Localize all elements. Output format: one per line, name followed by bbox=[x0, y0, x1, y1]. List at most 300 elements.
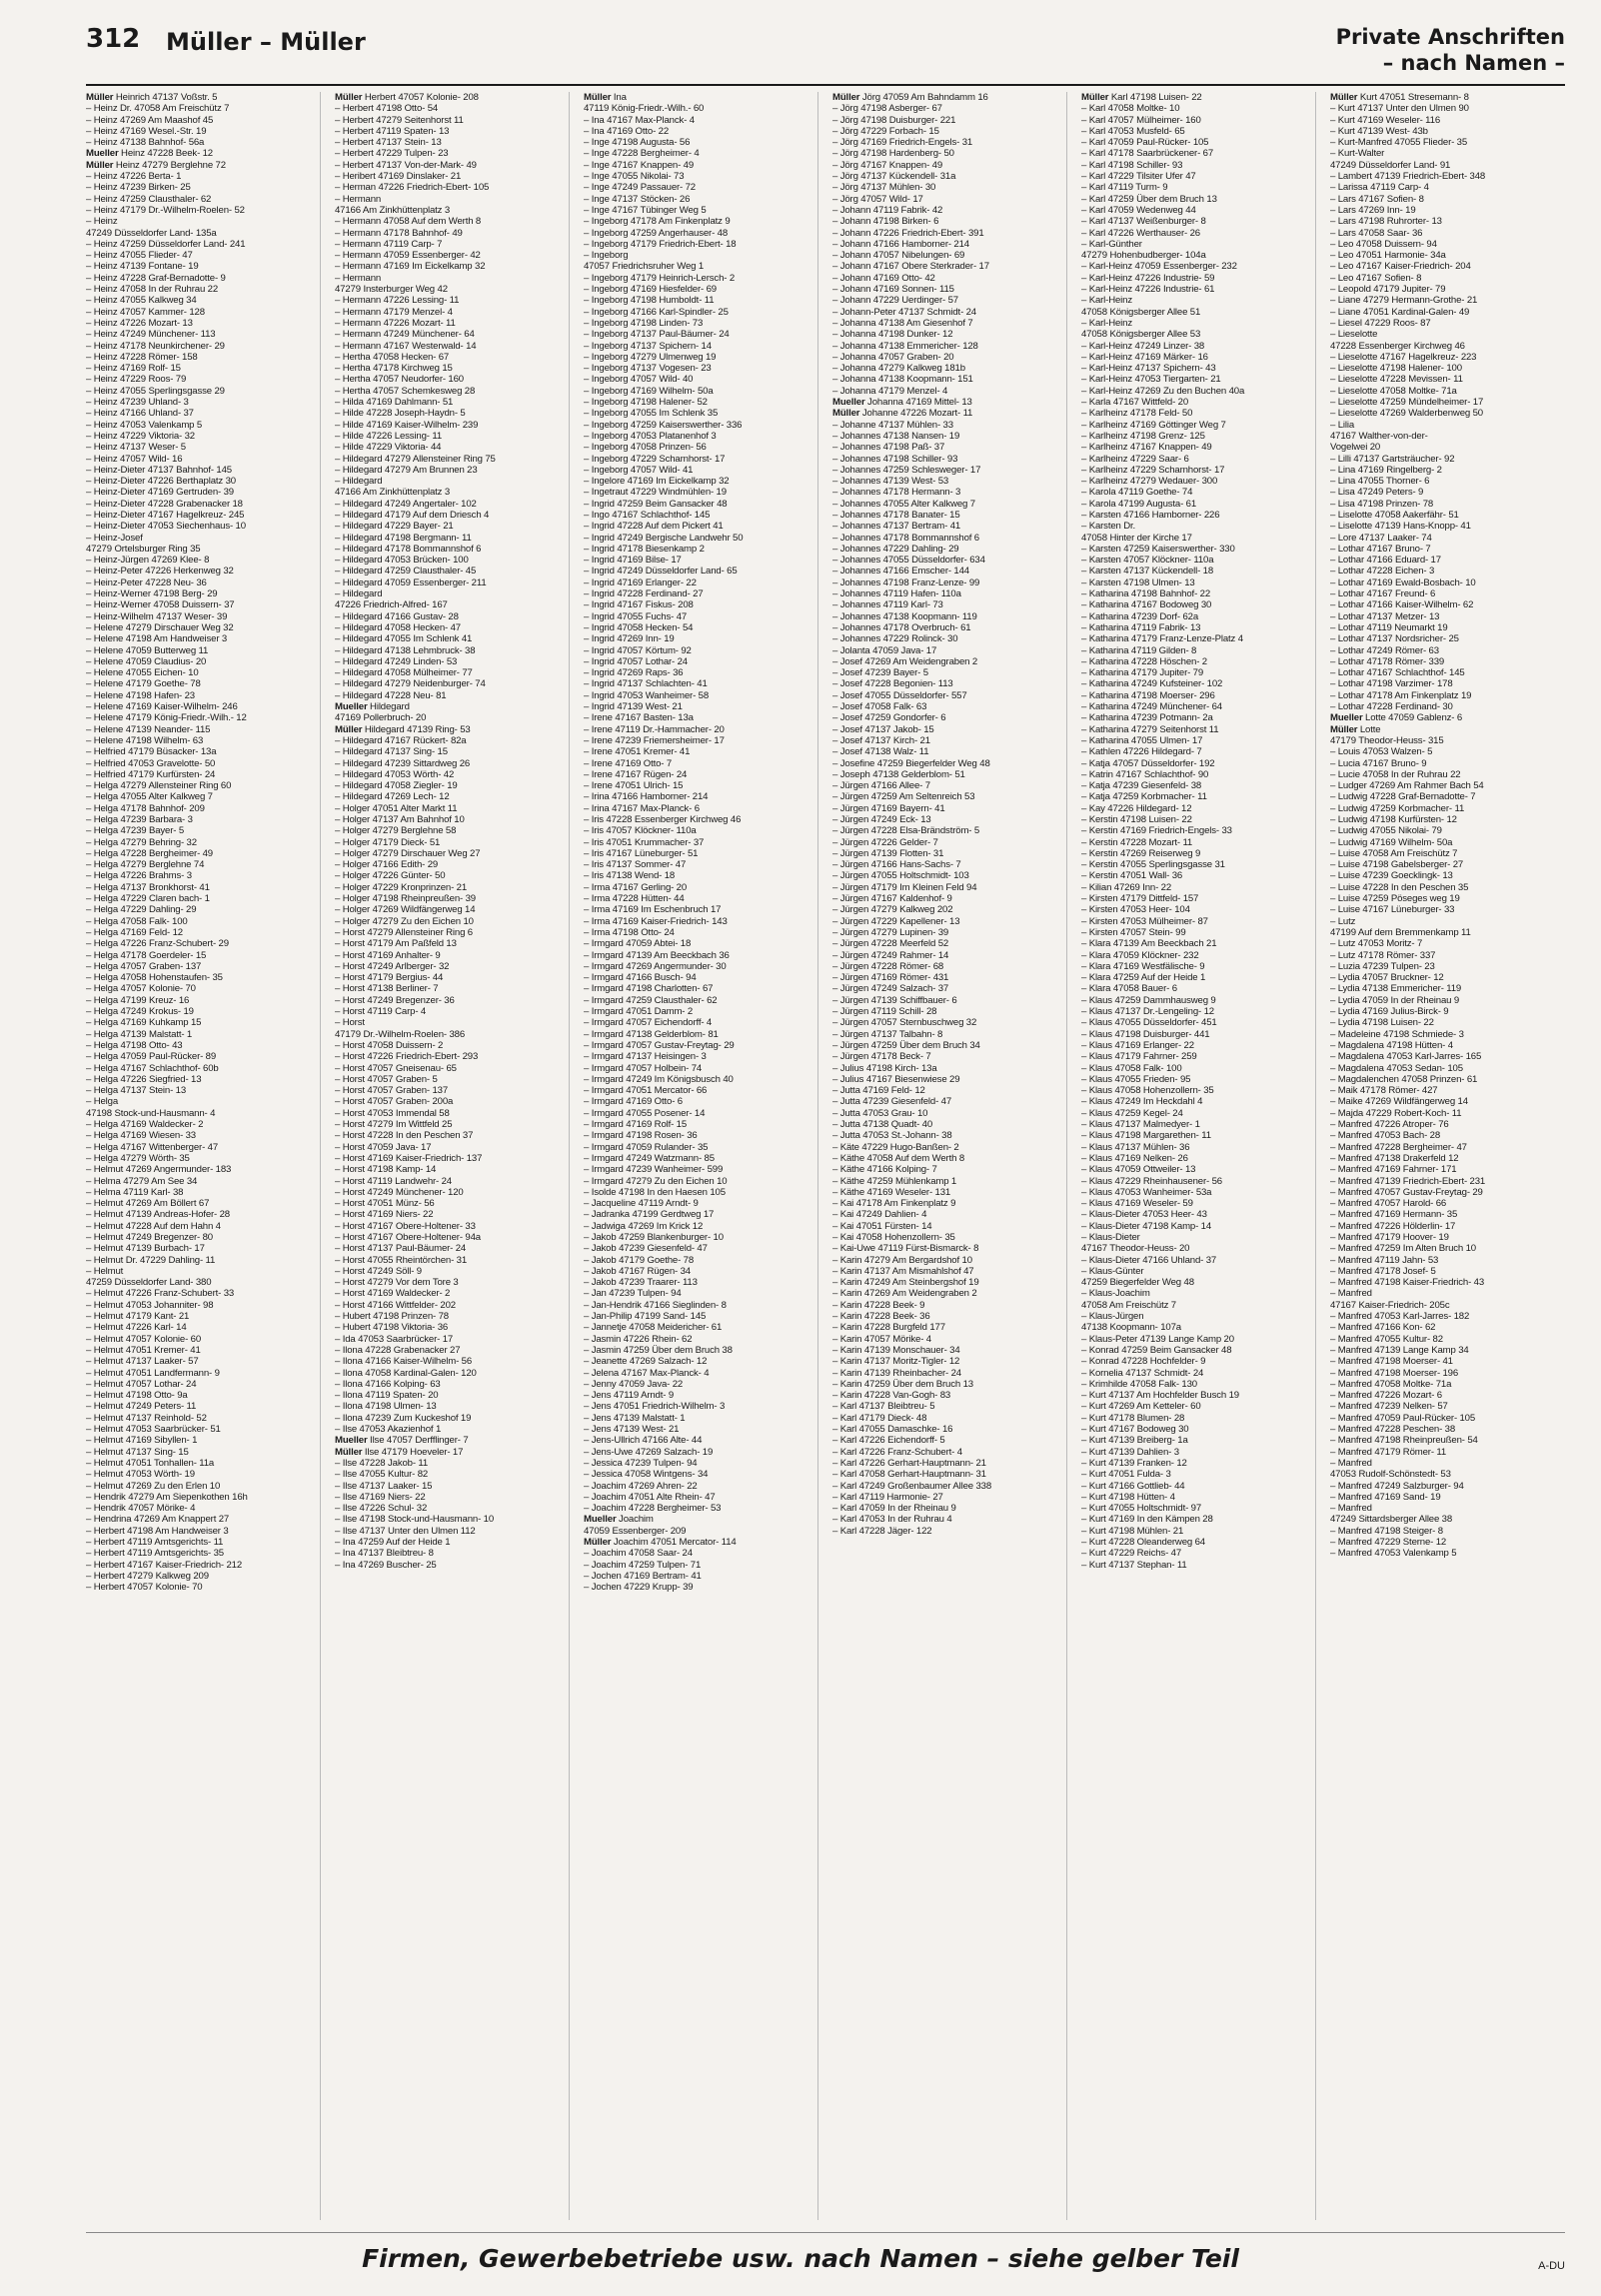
listing-entry: – Kay 47226 Hildegard- 12 bbox=[1081, 802, 1192, 814]
listing-entry: – Inge 47137 Stöcken- 26 bbox=[584, 193, 691, 205]
listing-entry: – Kathlen 47226 Hildegard- 7 bbox=[1081, 746, 1202, 758]
listing-entry: – Joachim 47058 Saar- 24 bbox=[584, 1548, 693, 1560]
listing-entry: – Horst 47169 Anhalter- 9 bbox=[335, 949, 441, 961]
listing-entry: – Joachim 47259 Tulpen- 71 bbox=[584, 1559, 702, 1571]
listing-entry: – Manfred 47178 Josef- 5 bbox=[1330, 1265, 1436, 1277]
listing-entry: – Karsten 47259 Kaiserswerther- 330 bbox=[1081, 543, 1235, 555]
listing-entry: – Karl-Heinz 47059 Essenberger- 232 bbox=[1081, 261, 1237, 273]
listing-entry: – Klaus 47058 Hohenzollern- 35 bbox=[1081, 1085, 1214, 1097]
listing-entry: – Jürgen 47229 Kapellener- 13 bbox=[832, 915, 960, 927]
listing-entry: – Helga 47169 Waldecker- 2 bbox=[86, 1119, 204, 1131]
listing-entry: – Jörg 47137 Mühlen- 30 bbox=[832, 182, 936, 194]
listing-entry: – Luise 47058 Am Freischütz 7 bbox=[1330, 847, 1458, 859]
listing-entry: – Helmut Dr. 47229 Dahling- 11 bbox=[86, 1254, 216, 1266]
listing-entry: – Kurt 47198 Hütten- 4 bbox=[1081, 1491, 1175, 1503]
listing-entry: – Manfred 47138 Drakerfeld 12 bbox=[1330, 1152, 1459, 1164]
listing-entry: – Heinz 47259 Düsseldorfer Land- 241 bbox=[86, 238, 246, 250]
listing-entry: 47259 Biegerfelder Weg 48 bbox=[1081, 1277, 1194, 1289]
listing-entry: – Jürgen 47137 Talbahn- 8 bbox=[832, 1028, 943, 1040]
listing-entry: – Kurt 47229 Reichs- 47 bbox=[1081, 1548, 1182, 1560]
listing-entry: Müller Jörg 47059 Am Bahndamm 16 bbox=[832, 92, 988, 103]
listing-entry: 47226 Friedrich-Alfred- 167 bbox=[335, 599, 448, 611]
listing-entry: – Krimhilde 47058 Falk- 130 bbox=[1081, 1378, 1197, 1390]
listing-entry: – Karin 47057 Mörike- 4 bbox=[832, 1333, 931, 1345]
listing-entry: – Lucia 47167 Bruno- 9 bbox=[1330, 757, 1427, 769]
listing-entry: – Ingeborg 47198 Halener- 52 bbox=[584, 397, 708, 409]
listing-entry: – Ilse 47198 Stock-und-Hausmann- 10 bbox=[335, 1514, 495, 1526]
listing-entry: – Ingeborg 47259 Angerhauser- 48 bbox=[584, 227, 729, 239]
listing-entry: – Irmgard 47057 Gustav-Freytag- 29 bbox=[584, 1039, 735, 1051]
listing-entry: – Irmgard 47055 Posener- 14 bbox=[584, 1107, 706, 1119]
listing-entry: – Leo 47167 Sofien- 8 bbox=[1330, 272, 1422, 284]
listing-entry: – Irmgard 47259 Clausthaler- 62 bbox=[584, 994, 718, 1006]
listing-entry: – Helfried 47053 Gravelotte- 50 bbox=[86, 757, 216, 769]
listing-entry: – Inge 47167 Knappen- 49 bbox=[584, 159, 695, 171]
listing-entry: – Irmgard 47169 Otto- 6 bbox=[584, 1096, 683, 1108]
listing-entry: – Heinz 47228 Römer- 158 bbox=[86, 351, 198, 363]
listing-entry: – Heinz 47169 Rolf- 15 bbox=[86, 363, 181, 375]
listing-entry: – Ingeborg 47229 Scharnhorst- 17 bbox=[584, 453, 726, 465]
listing-entry: – Helma 47119 Karl- 38 bbox=[86, 1186, 184, 1198]
listing-entry: – Heinz-Dieter 47053 Siechenhaus- 10 bbox=[86, 521, 246, 533]
listing-entry: – Jelena 47167 Max-Planck- 4 bbox=[584, 1367, 710, 1379]
listing-entry: – Hubert 47198 Viktoria- 36 bbox=[335, 1322, 449, 1334]
listing-entry: – Klaus-Günter bbox=[1081, 1265, 1144, 1277]
listing-entry: – Helga 47167 Wittenberger- 47 bbox=[86, 1141, 219, 1153]
listing-entry: – Kurt 47139 West- 43b bbox=[1330, 125, 1428, 137]
listing-entry: – Lothar 47178 Römer- 339 bbox=[1330, 655, 1445, 667]
listing-entry: – Irene 47167 Rügen- 24 bbox=[584, 768, 688, 780]
listing-entry: – Ingeborg 47259 Kaiserswerther- 336 bbox=[584, 419, 743, 431]
listing-entry: – Kerstin 47051 Wall- 36 bbox=[1081, 870, 1183, 882]
listing-entry: Müller Lotte bbox=[1330, 723, 1381, 735]
listing-entry: – Karl 47226 Gerhart-Hauptmann- 21 bbox=[832, 1457, 986, 1469]
listing-entry: – Karlheinz 47229 Saar- 6 bbox=[1081, 453, 1189, 465]
listing-entry: – Lina 47169 Ringelberg- 2 bbox=[1330, 464, 1442, 476]
listing-entry: – Lothar 47166 Eduard- 17 bbox=[1330, 555, 1441, 567]
listing-entry: – Irmgard 47137 Heisingen- 3 bbox=[584, 1051, 707, 1063]
listing-entry: – Manfred 47055 Kultur- 82 bbox=[1330, 1333, 1443, 1345]
listing-entry: – Liselotte 47058 Aakerfähr- 51 bbox=[1330, 509, 1459, 521]
listing-entry: – Manfred bbox=[1330, 1457, 1372, 1469]
footer-divider bbox=[86, 2232, 1565, 2233]
listing-entry: – Jens 47119 Arndt- 9 bbox=[584, 1390, 675, 1402]
listing-entry: – Helmut 47137 Sing- 15 bbox=[86, 1446, 189, 1458]
listing-entry: – Klaus 47198 Duisburger- 441 bbox=[1081, 1028, 1210, 1040]
listing-entry: – Klaus-Jürgen bbox=[1081, 1311, 1144, 1323]
listing-entry: – Helene 47169 Kaiser-Wilhelm- 246 bbox=[86, 701, 238, 713]
listing-entry: – Helga 47178 Bahnhof- 209 bbox=[86, 802, 205, 814]
listing-entry: – Hilda 47169 Dahlmann- 51 bbox=[335, 397, 454, 409]
listing-entry: – Jürgen 47228 Elsa-Brändström- 5 bbox=[832, 825, 980, 837]
listing-entry: – Ingrid 47169 Bilse- 17 bbox=[584, 555, 682, 567]
listing-entry: – Helga 47226 Siegfried- 13 bbox=[86, 1073, 202, 1085]
listing-entry: – Jürgen 47166 Hans-Sachs- 7 bbox=[832, 859, 961, 871]
listing-entry: – Karin 47139 Monschauer- 34 bbox=[832, 1344, 960, 1356]
listing-entry: – Manfred 47119 Jahn- 53 bbox=[1330, 1254, 1439, 1266]
listing-entry: – Manfred 47198 Rheinpreußen- 54 bbox=[1330, 1435, 1478, 1447]
listing-entry: – Helmut 47249 Peters- 11 bbox=[86, 1401, 197, 1413]
listing-entry: – Ilona 47166 Kolping- 63 bbox=[335, 1378, 441, 1390]
listing-entry: – Heinz 47055 Flieder- 47 bbox=[86, 250, 193, 262]
listing-entry: – Helene 47055 Eichen- 10 bbox=[86, 667, 199, 679]
listing-entry: 47179 Dr.-Wilhelm-Roelen- 386 bbox=[335, 1028, 466, 1040]
listing-entry: – Helmut 47269 Am Böllert 67 bbox=[86, 1198, 210, 1210]
listing-entry: – Herbert 47279 Kalkweg 209 bbox=[86, 1570, 209, 1582]
listing-entry: – Kirsten 47053 Mülheimer- 87 bbox=[1081, 915, 1208, 927]
listing-entry: – Manfred 47226 Atroper- 76 bbox=[1330, 1119, 1449, 1131]
listing-entry: – Heinz Dr. 47058 Am Freischütz 7 bbox=[86, 103, 230, 115]
listing-entry: – Hildegard 47249 Linden- 53 bbox=[335, 655, 458, 667]
listing-entry: – Jutta 47239 Giesenfeld- 47 bbox=[832, 1096, 952, 1108]
listing-entry: – Helga 47226 Brahms- 3 bbox=[86, 870, 192, 882]
listing-entry: – Hildegard 47058 Ziegler- 19 bbox=[335, 780, 458, 792]
listing-entry: – Helga 47249 Krokus- 19 bbox=[86, 1006, 194, 1018]
listing-entry: – Helene 47179 Goethe- 78 bbox=[86, 678, 201, 690]
listing-entry: – Karl-Günther bbox=[1081, 238, 1142, 250]
listing-entry: – Irmgard 47269 Angermunder- 30 bbox=[584, 960, 727, 972]
listing-entry: – Inge 47167 Tübinger Weg 5 bbox=[584, 204, 707, 216]
listing-entry: – Jenny 47059 Java- 22 bbox=[584, 1378, 684, 1390]
listing-entry: – Julius 47198 Kirch- 13a bbox=[832, 1062, 937, 1074]
listing-entry: – Kerstin 47169 Friedrich-Engels- 33 bbox=[1081, 825, 1232, 837]
listing-entry: – Manfred 47053 Bach- 28 bbox=[1330, 1130, 1441, 1142]
listing-entry: – Jürgen 47228 Römer- 68 bbox=[832, 960, 944, 972]
listing-entry: – Heinz-Dieter 47137 Bahnhof- 145 bbox=[86, 464, 232, 476]
listing-entry: – Karl-Heinz 47137 Spichern- 43 bbox=[1081, 363, 1216, 375]
listing-entry: – Kurt 47051 Fulda- 3 bbox=[1081, 1469, 1171, 1481]
listing-entry: – Helene 47279 Dirschauer Weg 32 bbox=[86, 621, 234, 633]
listing-entry: – Kurt 47228 Oleanderweg 64 bbox=[1081, 1537, 1205, 1548]
listing-entry: Mueller Heinz 47228 Beek- 12 bbox=[86, 148, 213, 160]
listing-entry: 47259 Düsseldorfer Land- 380 bbox=[86, 1277, 212, 1289]
listing-entry: – Jörg 47198 Hardenberg- 50 bbox=[832, 148, 954, 160]
listing-entry: – Kai 47178 Am Finkenplatz 9 bbox=[832, 1198, 956, 1210]
listing-entry: – Ingrid 47058 Hecken- 54 bbox=[584, 621, 694, 633]
listing-entry: – Horst 47249 Münchener- 120 bbox=[335, 1186, 464, 1198]
listing-entry: – Ina 47269 Buscher- 25 bbox=[335, 1559, 437, 1571]
listing-entry: – Jürgen 47226 Gelder- 7 bbox=[832, 836, 938, 848]
listing-entry: – Julius 47167 Biesenwiese 29 bbox=[832, 1073, 960, 1085]
listing-entry: – Kerstin 47228 Mozart- 11 bbox=[1081, 836, 1193, 848]
listing-entry: – Karin 47249 Am Steinbergshof 19 bbox=[832, 1277, 979, 1289]
listing-entry: – Hermann 47226 Lessing- 11 bbox=[335, 295, 460, 307]
listing-entry: – Luise 47259 Pöseges weg 19 bbox=[1330, 893, 1460, 905]
listing-entry: – Karin 47228 Burgfeld 177 bbox=[832, 1322, 945, 1334]
listing-entry: – Irene 47169 Otto- 7 bbox=[584, 757, 673, 769]
listing-entry: – Karin 47259 Über dem Bruch 13 bbox=[832, 1378, 973, 1390]
listing-entry: – Heinz 47179 Dr.-Wilhelm-Roelen- 52 bbox=[86, 204, 245, 216]
listing-entry: – Lieselotte 47228 Mevissen- 11 bbox=[1330, 374, 1463, 386]
listing-entry: – Kurt 47167 Bodoweg 30 bbox=[1081, 1424, 1189, 1436]
listing-entry: – Johannes 47137 Bertram- 41 bbox=[832, 521, 961, 533]
listing-entry: – Josef 47228 Begonien- 113 bbox=[832, 678, 953, 690]
listing-column-6 bbox=[1330, 92, 1565, 2220]
listing-entry: – Helga 47169 Feld- 12 bbox=[86, 926, 183, 938]
listing-entry: – Jakob 47167 Rügen- 34 bbox=[584, 1265, 691, 1277]
listing-entry: – Johannes 47198 Schiller- 93 bbox=[832, 453, 958, 465]
listing-entry: – Helga 47178 Goerdeler- 15 bbox=[86, 949, 207, 961]
listing-entry: – Hermann 47179 Menzel- 4 bbox=[335, 306, 453, 318]
listing-entry: – Karl-Heinz bbox=[1081, 317, 1132, 329]
listing-entry: – Johann 47229 Uerdinger- 57 bbox=[832, 295, 958, 307]
listing-entry: – Irina 47166 Hamborner- 214 bbox=[584, 791, 709, 803]
listing-entry: – Johanna 47198 Dunker- 12 bbox=[832, 329, 953, 341]
listing-entry: – Horst 47057 Graben- 137 bbox=[335, 1085, 449, 1097]
listing-entry: – Helmut 47057 Lothar- 24 bbox=[86, 1378, 197, 1390]
listing-entry: – Lisa 47249 Peters- 9 bbox=[1330, 487, 1424, 499]
listing-entry: – Ingeborg 47137 Spichern- 14 bbox=[584, 340, 712, 352]
listing-entry: – Josef 47137 Kirch- 21 bbox=[832, 734, 930, 746]
listing-entry: – Lydia 47138 Emmericher- 119 bbox=[1330, 983, 1462, 995]
listing-entry: Vogelwei 20 bbox=[1330, 442, 1381, 454]
listing-entry: – Ilona 47239 Zum Kuckeshof 19 bbox=[335, 1412, 472, 1424]
listing-entry: – Helmut 47057 Kolonie- 60 bbox=[86, 1333, 202, 1345]
listing-entry: – Lothar 47228 Ferdinand- 30 bbox=[1330, 701, 1453, 713]
listing-entry: – Holger 47179 Dieck- 51 bbox=[335, 836, 441, 848]
listing-entry: – Helmut 47226 Franz-Schubert- 33 bbox=[86, 1288, 235, 1300]
listing-entry: – Lutz 47178 Römer- 337 bbox=[1330, 949, 1436, 961]
listing-entry: – Jacqueline 47119 Arndt- 9 bbox=[584, 1198, 699, 1210]
listing-entry: – Johann 47166 Hamborner- 214 bbox=[832, 238, 969, 250]
listing-entry: – Jens 47139 Malstatt- 1 bbox=[584, 1412, 686, 1424]
listing-entry: 47249 Düsseldorfer Land- 135a bbox=[86, 227, 217, 239]
listing-entry: – Lieselotte 47167 Hagelkreuz- 223 bbox=[1330, 351, 1477, 363]
listing-entry: – Klaus 47055 Frieden- 95 bbox=[1081, 1073, 1191, 1085]
listing-entry: – Ingeborg 47137 Vogesen- 23 bbox=[584, 363, 712, 375]
listing-entry: – Kai 47058 Hohenzollern- 35 bbox=[832, 1231, 955, 1243]
listing-entry: – Karl 47059 In der Rheinau 9 bbox=[832, 1503, 956, 1515]
listing-entry: – Helga 47198 Otto- 43 bbox=[86, 1039, 183, 1051]
listing-entry: – Karsten 47057 Klöckner- 110a bbox=[1081, 555, 1214, 567]
listing-entry: – Klaus-Peter 47139 Lange Kamp 20 bbox=[1081, 1333, 1234, 1345]
listing-entry: – Karlheinz 47178 Feld- 50 bbox=[1081, 408, 1193, 420]
listing-entry: – Jürgen 47279 Kalkweg 202 bbox=[832, 904, 953, 916]
listing-entry: – Horst 47119 Carp- 4 bbox=[335, 1006, 427, 1018]
listing-entry: – Jakob 47259 Blankenburger- 10 bbox=[584, 1231, 724, 1243]
listing-entry: – Irma 47167 Gerling- 20 bbox=[584, 881, 688, 893]
listing-entry: – Helmut 47269 Zu den Erlen 10 bbox=[86, 1480, 221, 1492]
listing-entry: – Jörg 47229 Forbach- 15 bbox=[832, 125, 939, 137]
listing-entry: Müller Herbert 47057 Kolonie- 208 bbox=[335, 92, 479, 103]
listing-entry: – Helga 47058 Hohenstaufen- 35 bbox=[86, 972, 223, 984]
listing-entry: – Holger 47051 Alter Markt 11 bbox=[335, 802, 458, 814]
listing-entry: – Magdalenchen 47058 Prinzen- 61 bbox=[1330, 1073, 1478, 1085]
listing-entry: – Kerstin 47198 Luisen- 22 bbox=[1081, 814, 1192, 825]
listing-entry: – Helene 47198 Hafen- 23 bbox=[86, 689, 195, 701]
listing-entry: – Klaus 47198 Margarethen- 11 bbox=[1081, 1130, 1211, 1142]
listing-entry: – Helga 47239 Barbara- 3 bbox=[86, 814, 193, 825]
listing-entry: – Ilse 47137 Laaker- 15 bbox=[335, 1480, 433, 1492]
listing-entry: – Helmut 47198 Otto- 9a bbox=[86, 1390, 188, 1402]
listing-entry: – Helene 47059 Butterweg 11 bbox=[86, 644, 209, 656]
listing-entry: – Lothar 47167 Bruno- 7 bbox=[1330, 543, 1431, 555]
listing-entry: – Jürgen 47249 Eck- 13 bbox=[832, 814, 931, 825]
listing-entry: – Ingetraut 47229 Windmühlen- 19 bbox=[584, 487, 727, 499]
listing-entry: – Horst 47057 Graben- 5 bbox=[335, 1073, 438, 1085]
page-number: 312 bbox=[86, 24, 141, 54]
listing-entry: – Lothar 47137 Nordsricher- 25 bbox=[1330, 633, 1459, 645]
listing-column-4 bbox=[832, 92, 1067, 2220]
listing-entry: – Karin 47269 Am Weidengraben 2 bbox=[832, 1288, 977, 1300]
listing-entry: – Magdalena 47198 Hütten- 4 bbox=[1330, 1039, 1453, 1051]
listing-entry: 47058 Königsberger Allee 53 bbox=[1081, 329, 1201, 341]
listing-entry: – Hendrik 47057 Mörike- 4 bbox=[86, 1503, 196, 1515]
listing-entry: – Lieselotte 47198 Halener- 100 bbox=[1330, 363, 1462, 375]
listing-entry: – Helga 47055 Alter Kalkweg 7 bbox=[86, 791, 213, 803]
listing-entry: – Lothar 47166 Kaiser-Wilhelm- 62 bbox=[1330, 599, 1474, 611]
listing-entry: – Herbert 47167 Kaiser-Friedrich- 212 bbox=[86, 1559, 243, 1571]
listing-entry: – Helmut 47226 Karl- 14 bbox=[86, 1322, 187, 1334]
listing-entry: 47228 Essenberger Kirchweg 46 bbox=[1330, 340, 1465, 352]
listing-entry: – Manfred 47259 Im Alten Bruch 10 bbox=[1330, 1243, 1476, 1255]
listing-entry: – Karlheinz 47279 Wedauer- 300 bbox=[1081, 476, 1218, 488]
listing-entry: – Johannes 47166 Emscher- 144 bbox=[832, 566, 969, 577]
listing-entry: – Helga bbox=[86, 1096, 119, 1108]
listing-entry: – Klaus 47137 Mühlen- 36 bbox=[1081, 1141, 1190, 1153]
listing-entry: – Ingeborg 47137 Paul-Bäumer- 24 bbox=[584, 329, 730, 341]
listing-entry: – Jeanette 47269 Salzach- 12 bbox=[584, 1356, 708, 1368]
listing-entry: – Jörg 47198 Asberger- 67 bbox=[832, 103, 942, 115]
listing-column-5 bbox=[1081, 92, 1316, 2220]
listing-entry: – Helene 47059 Claudius- 20 bbox=[86, 655, 207, 667]
listing-entry: – Katharina 47179 Franz-Lenze-Platz 4 bbox=[1081, 633, 1243, 645]
listing-entry: – Johannes 47055 Alter Kalkweg 7 bbox=[832, 498, 975, 510]
listing-entry: – Johannes 47229 Dahling- 29 bbox=[832, 543, 959, 555]
listing-entry: – Manfred 47229 Sterne- 12 bbox=[1330, 1537, 1447, 1548]
listing-entry: – Hilde 47229 Viktoria- 44 bbox=[335, 442, 442, 454]
section-heading-line1: Private Anschriften bbox=[1335, 25, 1565, 49]
listing-entry: 47053 Rudolf-Schönstedt- 53 bbox=[1330, 1469, 1451, 1481]
listing-entry: – Helfried 47179 Büsacker- 13a bbox=[86, 746, 217, 758]
listing-entry: – Ingrid 47139 West- 21 bbox=[584, 701, 683, 713]
listing-entry: – Ingeborg 47057 Wild- 41 bbox=[584, 464, 694, 476]
listing-entry: – Jürgen 47057 Sternbuschweg 32 bbox=[832, 1017, 977, 1029]
listing-entry: – Horst 47228 In den Peschen 37 bbox=[335, 1130, 474, 1142]
listing-entry: – Manfred 47198 Kaiser-Friedrich- 43 bbox=[1330, 1277, 1485, 1289]
listing-entry: – Joachim 47051 Alte Rhein- 47 bbox=[584, 1491, 716, 1503]
listing-entry: – Hildegard 47239 Sittardweg 26 bbox=[335, 757, 471, 769]
listing-entry: – Johanna 47279 Kalkweg 181b bbox=[832, 363, 965, 375]
listing-entry: – Ilse 47169 Niers- 22 bbox=[335, 1491, 426, 1503]
listing-entry: – Helmut 47139 Andreas-Hofer- 28 bbox=[86, 1209, 230, 1221]
listing-entry: – Klara 47139 Am Beeckbach 21 bbox=[1081, 938, 1217, 950]
listing-entry: – Helmut 47053 Saarbrücker- 51 bbox=[86, 1424, 221, 1436]
listing-entry: – Käthe 47259 Mühlenkamp 1 bbox=[832, 1175, 957, 1187]
listing-entry: – Kirsten 47057 Stein- 99 bbox=[1081, 926, 1186, 938]
listing-entry: – Johannes 47178 Hermann- 3 bbox=[832, 487, 961, 499]
listing-entry: – Helmut 47269 Angermunder- 183 bbox=[86, 1164, 232, 1176]
listing-entry: – Jens 47051 Friedrich-Wilhelm- 3 bbox=[584, 1401, 726, 1413]
listing-entry: – Heinz-Wilhelm 47137 Weser- 39 bbox=[86, 610, 228, 622]
listing-entry: – Herman 47226 Friedrich-Ebert- 105 bbox=[335, 182, 490, 194]
listing-entry: – Herbert 47119 Spaten- 13 bbox=[335, 125, 450, 137]
listing-entry: – Heinz 47138 Bahnhof- 56a bbox=[86, 137, 205, 149]
listing-entry: – Ingeborg 47179 Friedrich-Ebert- 18 bbox=[584, 238, 737, 250]
listing-entry: – Katharina 47167 Bodoweg 30 bbox=[1081, 599, 1212, 611]
listing-entry: – Hubert 47198 Prinzen- 78 bbox=[335, 1311, 449, 1323]
listing-entry: – Inge 47198 Augusta- 56 bbox=[584, 137, 691, 149]
listing-entry: Mueller Joachim bbox=[584, 1514, 654, 1526]
listing-entry: – Lambert 47139 Friedrich-Ebert- 348 bbox=[1330, 171, 1486, 183]
listing-entry: – Ina 47167 Max-Planck- 4 bbox=[584, 114, 695, 126]
listing-entry: – Ilse 47055 Kultur- 82 bbox=[335, 1469, 429, 1481]
listing-entry: – Karin 47137 Am Mismahlshof 47 bbox=[832, 1265, 974, 1277]
listing-entry: – Johann 47169 Sonnen- 115 bbox=[832, 284, 954, 296]
listing-entry: – Manfred 47228 Bergheimer- 47 bbox=[1330, 1141, 1467, 1153]
listing-entry: – Horst 47167 Obere-Holtener- 94a bbox=[335, 1231, 481, 1243]
listing-entry: – Josef 47239 Bayer- 5 bbox=[832, 667, 928, 679]
listing-entry: – Klaus 47259 Kegel- 24 bbox=[1081, 1107, 1183, 1119]
listing-entry: – Ilona 47228 Grabenacker 27 bbox=[335, 1344, 461, 1356]
listing-entry: – Jürgen 47166 Allee- 7 bbox=[832, 780, 930, 792]
listing-entry: – Maik 47178 Römer- 427 bbox=[1330, 1085, 1438, 1097]
listing-entry: – Ingrid 47228 Ferdinand- 27 bbox=[584, 588, 704, 600]
listing-entry: – Ingeborg 47179 Heinrich-Lersch- 2 bbox=[584, 272, 736, 284]
listing-entry: – Irmgard 47169 Rolf- 15 bbox=[584, 1119, 688, 1131]
listing-entry: – Irma 47198 Otto- 24 bbox=[584, 926, 675, 938]
listing-entry: – Hertha 47058 Hecken- 67 bbox=[335, 351, 450, 363]
listing-entry: – Liane 47279 Hermann-Grothe- 21 bbox=[1330, 295, 1478, 307]
listing-entry: – Johannes 47178 Bommannshof 6 bbox=[832, 532, 979, 544]
listing-entry: – Manfred 47139 Lange Kamp 34 bbox=[1330, 1344, 1469, 1356]
listing-entry: – Lieselotte 47269 Walderbenweg 50 bbox=[1330, 408, 1483, 420]
listing-entry: – Heribert 47169 Dinslaker- 21 bbox=[335, 171, 462, 183]
listing-entry: – Johann 47057 Nibelungen- 69 bbox=[832, 250, 965, 262]
listing-entry: – Konrad 47228 Hochfelder- 9 bbox=[1081, 1356, 1206, 1368]
listing-entry: – Hildegard 47059 Essenberger- 211 bbox=[335, 576, 487, 588]
listing-entry: – Helga 47229 Dahling- 29 bbox=[86, 904, 197, 916]
listing-entry: – Johann 47198 Birken- 6 bbox=[832, 216, 939, 228]
listing-entry: Mueller Lotte 47059 Gablenz- 6 bbox=[1330, 712, 1463, 724]
listing-entry: – Kurt 47137 Am Hochfelder Busch 19 bbox=[1081, 1390, 1239, 1402]
listing-entry: – Johann 47226 Friedrich-Ebert- 391 bbox=[832, 227, 984, 239]
listing-entry: – Johannes 47138 Nansen- 19 bbox=[832, 430, 960, 442]
listing-entry: – Heinz 47058 In der Ruhrau 22 bbox=[86, 284, 219, 296]
listing-entry: – Magdalena 47053 Karl-Jarres- 165 bbox=[1330, 1051, 1482, 1063]
listing-entry: – Jolanta 47059 Java- 17 bbox=[832, 644, 937, 656]
listing-entry: – Klaus 47059 Ottweiler- 13 bbox=[1081, 1164, 1196, 1176]
listing-entry: – Jakob 47239 Traarer- 113 bbox=[584, 1277, 698, 1289]
listing-entry: – Joachim 47228 Bergheimer- 53 bbox=[584, 1503, 722, 1515]
listing-entry: – Lars 47167 Sofien- 8 bbox=[1330, 193, 1424, 205]
listing-entry: – Heinz 47055 Sperlingsgasse 29 bbox=[86, 385, 225, 397]
listing-entry: – Karin 47228 Beek- 9 bbox=[832, 1299, 925, 1311]
listing-entry: – Josef 47259 Gondorfer- 6 bbox=[832, 712, 946, 724]
listing-entry: – Helmut bbox=[86, 1265, 124, 1277]
listing-entry: – Ingeborg 47053 Platanenhof 3 bbox=[584, 430, 717, 442]
listing-entry: – Johannes 47178 Overbruch- 61 bbox=[832, 621, 971, 633]
listing-entry: – Heinz 47137 Weser- 5 bbox=[86, 442, 186, 454]
listing-entry: – Klara 47259 Auf der Heide 1 bbox=[1081, 972, 1206, 984]
listing-entry: – Lydia 47198 Luisen- 22 bbox=[1330, 1017, 1434, 1029]
listing-entry: – Helmut 47139 Burbach- 17 bbox=[86, 1243, 205, 1255]
listing-entry: – Horst 47279 Vor dem Tore 3 bbox=[335, 1277, 459, 1289]
listing-entry: 47279 Ortelsburger Ring 35 bbox=[86, 543, 201, 555]
listing-entry: – Irene 47051 Kremer- 41 bbox=[584, 746, 691, 758]
listing-entry: – Klara 47059 Klöckner- 232 bbox=[1081, 949, 1199, 961]
listing-entry: – Horst 47058 Duissern- 2 bbox=[335, 1039, 444, 1051]
listing-entry: – Hildegard bbox=[335, 588, 383, 600]
listing-entry: – Ingrid 47249 Bergische Landwehr 50 bbox=[584, 532, 744, 544]
listing-entry: – Horst 47179 Am Paßfeld 13 bbox=[335, 938, 457, 950]
listing-entry: – Helga 47169 Kuhkamp 15 bbox=[86, 1017, 202, 1029]
listing-entry: – Karl 47249 Großenbaumer Allee 338 bbox=[832, 1480, 992, 1492]
listing-entry: – Horst 47167 Obere-Holtener- 33 bbox=[335, 1220, 476, 1232]
listing-entry: – Klaus 47137 Malmedyer- 1 bbox=[1081, 1119, 1200, 1131]
listing-entry: – Irene 47051 Ulrich- 15 bbox=[584, 780, 684, 792]
listing-entry: – Ilse 47137 Unter den Ulmen 112 bbox=[335, 1525, 476, 1537]
